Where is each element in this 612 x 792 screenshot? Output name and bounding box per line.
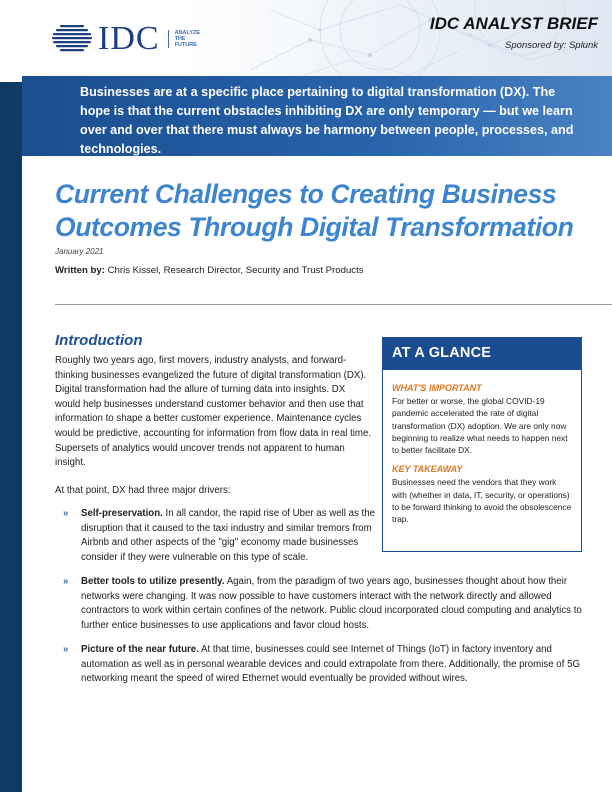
title-line-1: Current Challenges to Creating Business [55, 179, 557, 209]
at-a-glance-box [382, 337, 582, 552]
bullet-marker-icon: » [63, 508, 69, 519]
tagline-line-2: THE [174, 36, 186, 42]
key-takeaway-text: Businesses need the vendors that they work with (whether in data, IT, security, or operations) to be forward thinking to avoid the obsolescence trap. [392, 477, 572, 525]
bullet-list-item [63, 575, 588, 633]
page-header [0, 0, 612, 82]
glance-heading: AT A GLANCE [383, 338, 581, 370]
brief-title: IDC ANALYST BRIEF [429, 14, 598, 33]
bullet-title: Better tools to utilize presently. [81, 576, 225, 587]
title-line-2: Outcomes Through Digital Transformation [55, 212, 574, 242]
section-divider [55, 304, 612, 305]
author-name: Chris Kissel, Research Director, Security and Trust Products [107, 265, 364, 276]
key-takeaway-label: KEY TAKEAWAY [392, 464, 463, 475]
author-label: Written by: [55, 265, 105, 276]
publication-date: January 2021 [55, 247, 104, 256]
summary-banner: Businesses are at a specific place pertaining to digital transformation (DX). The hope is that the current obstacles inhibiting DX are only temporary — but we learn over and over that there must always be harmony between people, processes, and technologies. [22, 76, 612, 156]
intro-paragraph-1: Roughly two years ago, first movers, industry analysts, and forward-thinking businesses evangelized the future of digital transformation (DX). Digital transformation had the allure of turning data into insights. DX would help businesses understand customer behavior and then use that information to shape a better customer experience. Maintenance cycles would be predictive, accounting for information from flow data in real time. Supersets of analytics would uncover trends not apparent to human insight. [55, 355, 372, 469]
idc-logo [52, 20, 210, 57]
idc-globe-logo-icon [52, 24, 92, 54]
tagline-line-1: ANALYZE [174, 30, 201, 36]
whats-important-label: WHAT'S IMPORTANT [392, 383, 482, 393]
bullet-list-item [63, 507, 375, 565]
whats-important-text: For better or worse, the global COVID-19 pandemic accelerated the rate of digital transformation (DX) adoption. We are only now beginning to realize what needs to happen next to better facilitate DX. [392, 396, 568, 456]
document-title [55, 178, 595, 244]
bullet-text: At that time, businesses could see Internet of Things (IoT) in factory inventory and automation as well as in personal wearable devices and could extrapolate from there. Additionally, the promise of 5G networking meant the speed of wired Ethernet would eventually be provided without wires. [81, 644, 581, 685]
sponsor-line: Sponsored by: Splunk [505, 40, 598, 51]
left-accent-bar [0, 80, 22, 792]
bullet-list-item [63, 643, 588, 687]
bullet-title: Picture of the near future. [81, 644, 199, 655]
logo-wordmark: IDC [98, 20, 160, 57]
bullet-title: Self-preservation. [81, 508, 163, 519]
logo-tagline [168, 30, 210, 48]
bullet-text: Again, from the paradigm of two years ago, businesses thought about how their networks were changing. It was now possible to have customers interact with the network directly and allowed contractors to work within certain confines of the network. Public cloud incorporated cloud computing and analytics to further entice businesses to use applications and favor cloud hosts. [81, 576, 582, 631]
bullet-marker-icon: » [63, 576, 69, 587]
bullet-text: In all candor, the rapid rise of Uber as well as the disruption that it caused to the taxi industry and similar tremors from Airbnb and other aspects of the "gig" economy made businesses consider if they were vulnerable on this type of scale. [81, 508, 376, 563]
author-line [55, 265, 364, 276]
tagline-line-3: FUTURE [174, 42, 197, 48]
intro-paragraph-2: At that point, DX had three major drivers: [55, 485, 231, 496]
introduction-heading: Introduction [55, 332, 143, 349]
bullet-marker-icon: » [63, 644, 69, 655]
